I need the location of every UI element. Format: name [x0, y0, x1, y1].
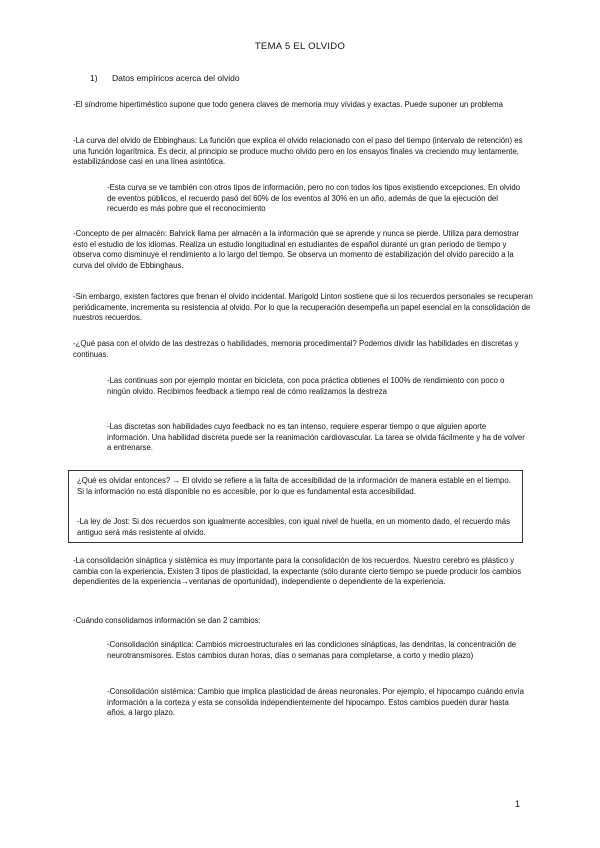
paragraph-consolidacion-sistemica: -Consolidación sistémica: Cambio que implica plasticidad de áreas neuronales. Por ejemplo, el hipocampo cuándo envía información a la corteza y esta se consolida independientemente del hipocampo. Estos cambios pueden durar hasta años, a largo plazo. — [107, 687, 524, 717]
paragraph-discretas: -Las discretas son habilidades cuyo feedback no es tan intenso, requiere esperar tiempo o que alguien aporte información. Una habilidad discreta puede ser la reanimación cardiovascular. La tarea se olvida fácilmente y ha de volver a entrenarse. — [107, 422, 525, 452]
section-heading — [90, 73, 240, 83]
paragraph-consolidacion-sinaptica: -Consolidación sináptica: Cambios microestructurales en las condiciones sinápticas, las dendritas, la concentración de neurotransmisores. Estos cambios duran horas, días o semanas para completarse, a corto y medio plazo) — [107, 640, 517, 660]
page-title: TEMA 5 EL OLVIDO — [254, 41, 346, 52]
paragraph-curva-olvido: -La curva del olvido de Ebbinghaus: La función que explica el olvido relacionado con el paso del tiempo (intervalo de retención) es una función logarítmica. Es decir, al principio se produce mucho olvido pero en los ensayos finales va creciendo muy lentamente, estabilizándose casi en una línea asintótica. — [73, 136, 523, 166]
section-number: 1) — [90, 73, 98, 83]
paragraph-hipertimestico: -El síndrome hipertiméstico supone que todo genera claves de memoria muy vívidas y exactas. Puede suponer un problema — [73, 100, 503, 109]
paragraph-destrezas: -¿Qué pasa con el olvido de las destrezas o habilidades, memoria procedimental? Podemos dividir las habilidades en discretas y continuas. — [73, 339, 519, 359]
paragraph-otros-tipos: -Esta curva se ve también con otros tipos de información, pero no con todos los tipos existiendo excepciones. En olvido de eventos públicos, el recuerdo pasó del 60% de los eventos al 30% en un año, además de que la ejecución del recuerdo es más pobre que el reconocimiento — [107, 183, 521, 213]
paragraph-factores-olvido: -Sin embargo, existen factores que frenan el olvido incidental. Marigold Linton sostiene que si los recuerdos personales se recuperan periódicamente, incrementa su resistencia al olvido. Por lo que la recuperación desempeña un papel esencial en la consolidación de nuestros recuerdos. — [73, 292, 533, 322]
box-paragraph-olvidar: ¿Qué es olvidar entonces? → El olvido se refiere a la falta de accesibilidad de la información de manera estable en el tiempo. Si la información no está disponible no es accesible, por lo que es fundamental esta accesibilidad. — [77, 476, 511, 496]
box-paragraph-ley-jost: -La ley de Jost: Si dos recuerdos son igualmente accesibles, con igual nivel de huella, en un momento dado, el recuerdo más antiguo será más resistente al olvido. — [77, 517, 510, 537]
page-number: 1 — [515, 799, 521, 809]
paragraph-continuas: -Las continuas son por ejemplo montar en bicicleta, con poca práctica obtienes el 100% de rendimiento con poco o ningún olvido. Recibimos feedback a tiempo real de cómo realizamos la destreza — [107, 376, 505, 396]
paragraph-consolidacion: -La consolidación sináptica y sistémica es muy importante para la consolidación de los recuerdos. Nuestro cerebro es plástico y cambia con la experiencia, Existen 3 tipos de plasticidad, la expectante (sólo durante cierto tiempo se puede producir los cambios dependientes de la experiencia→ventanas de oportunidad), independiente o dependiente de la experiencia. — [73, 556, 522, 586]
paragraph-per-almacen: -Concepto de per almacén: Bahrick llama per almacén a la información que se aprende y nunca se pierde. Utiliza para demostrar esto el estudio de los idiomas. Realiza un estudio longitudinal en estudiantes de español durante un gran periodo de tiempo y observa como disminuye el rendimiento a lo largo del tiempo. Se observa un momento de estabilización del olvido parecido a la curva del olvido de Ebbinghaus. — [73, 229, 519, 270]
definition-box — [68, 470, 523, 543]
paragraph-cambios: -Cuándo consolidamos información se dan 2 cambios: — [73, 616, 261, 625]
section-heading-text: Datos empíricos acerca del olvido — [112, 73, 240, 83]
